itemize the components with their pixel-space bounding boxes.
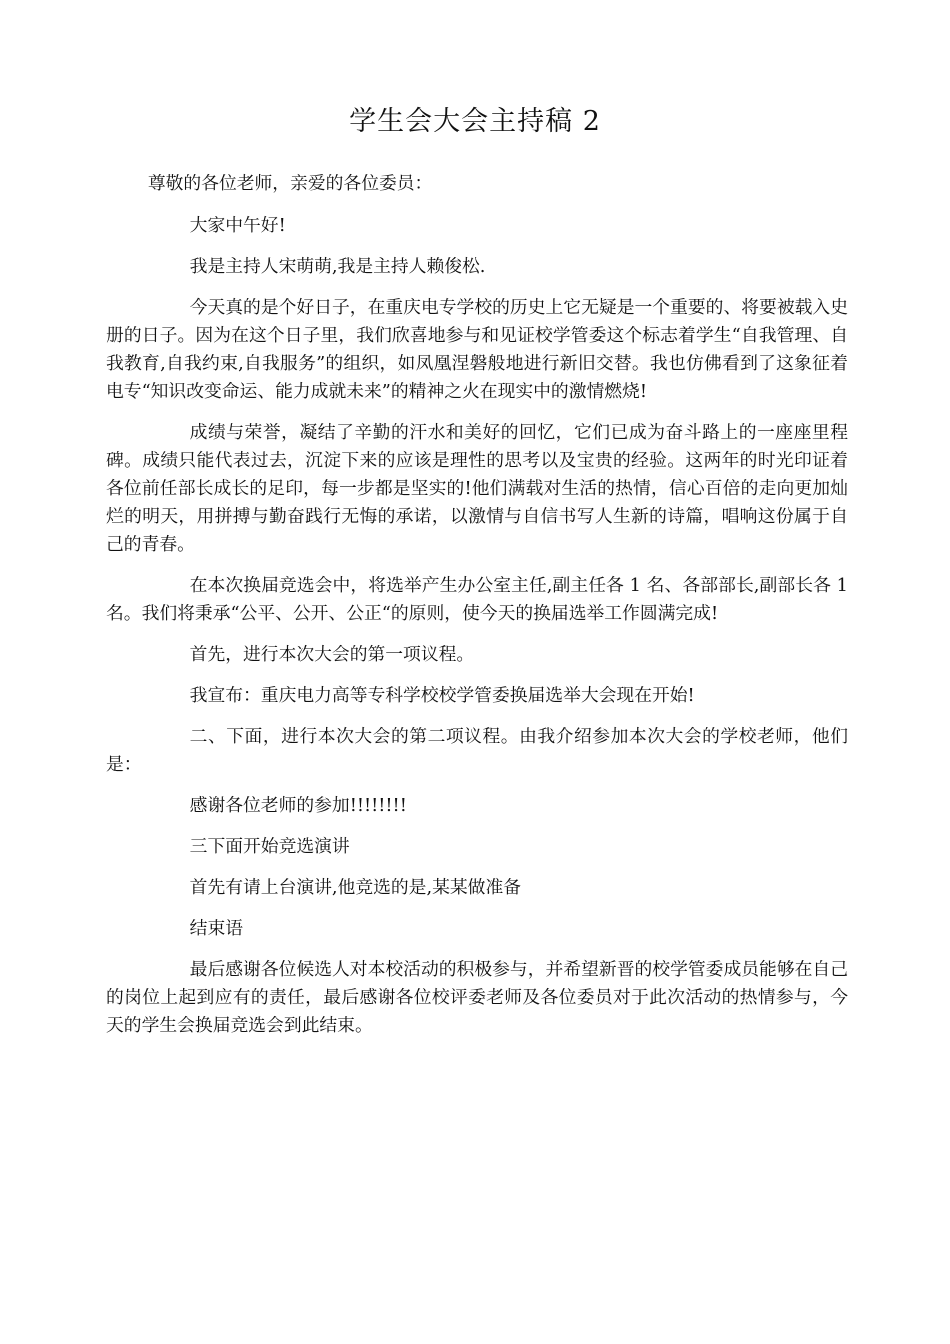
document-body: [106, 170, 848, 1053]
agenda-item-2-paragraph: 二、下面，进行本次大会的第二项议程。由我介绍参加本次大会的学校老师，他们是：: [106, 726, 848, 775]
achievements-paragraph: 成绩与荣誉，凝结了辛勤的汗水和美好的回忆，它们已成为奋斗路上的一座座里程碑。成绩只能代表过去，沉淀下来的应该是理性的思考以及宝贵的经验。这两年的时光印证着各位前任部长成长的足印，每一步都是坚实的!他们满载对生活的热情，信心百倍的走向更加灿烂的明天，用拼搏与勤奋践行无悔的承诺，以激情与自信书写人生新的诗篇，唱响这份属于自己的青春。: [106, 422, 848, 555]
salutation-paragraph: 尊敬的各位老师，亲爱的各位委员：: [147, 173, 433, 194]
agenda-item-3-paragraph: 三下面开始竞选演讲: [189, 836, 350, 857]
closing-paragraph: 最后感谢各位候选人对本校活动的积极参与，并希望新晋的校学管委成员能够在自己的岗位上起到应有的责任，最后感谢各位校评委老师及各位委员对于此次活动的热情参与，今天的学生会换届竞选会到此结束。: [106, 959, 848, 1036]
election-info-paragraph: 在本次换届竞选会中，将选举产生办公室主任,副主任各 1 名、各部部长,副部长各 1 名。我们将秉承“公平、公开、公正“的原则，使今天的换届选举工作圆满完成!: [106, 575, 848, 624]
closing-heading: 结束语: [189, 918, 244, 939]
host-intro-paragraph: 我是主持人宋萌萌,我是主持人赖俊松.: [189, 256, 486, 277]
opening-paragraph: 今天真的是个好日子，在重庆电专学校的历史上它无疑是一个重要的、将要被载入史册的日子。因为在这个日子里，我们欣喜地参与和见证校学管委这个标志着学生“自我管理、自我教育,自我约束,自我服务”的组织，如凤凰涅磐般地进行新旧交替。我也仿佛看到了这象征着电专“知识改变命运、能力成就未来”的精神之火在现实中的激情燃烧!: [106, 297, 848, 402]
speech-invite-paragraph: 首先有请上台演讲,他竞选的是,某某做准备: [189, 877, 522, 898]
document-title: 学生会大会主持稿 2: [349, 106, 601, 137]
announcement-paragraph: 我宣布：重庆电力高等专科学校校学管委换届选举大会现在开始!: [189, 685, 695, 706]
thanks-teachers-paragraph: 感谢各位老师的参加!!!!!!!!: [189, 795, 407, 816]
agenda-item-1-paragraph: 首先，进行本次大会的第一项议程。: [189, 644, 475, 665]
greeting-paragraph: 大家中午好!: [189, 215, 286, 236]
